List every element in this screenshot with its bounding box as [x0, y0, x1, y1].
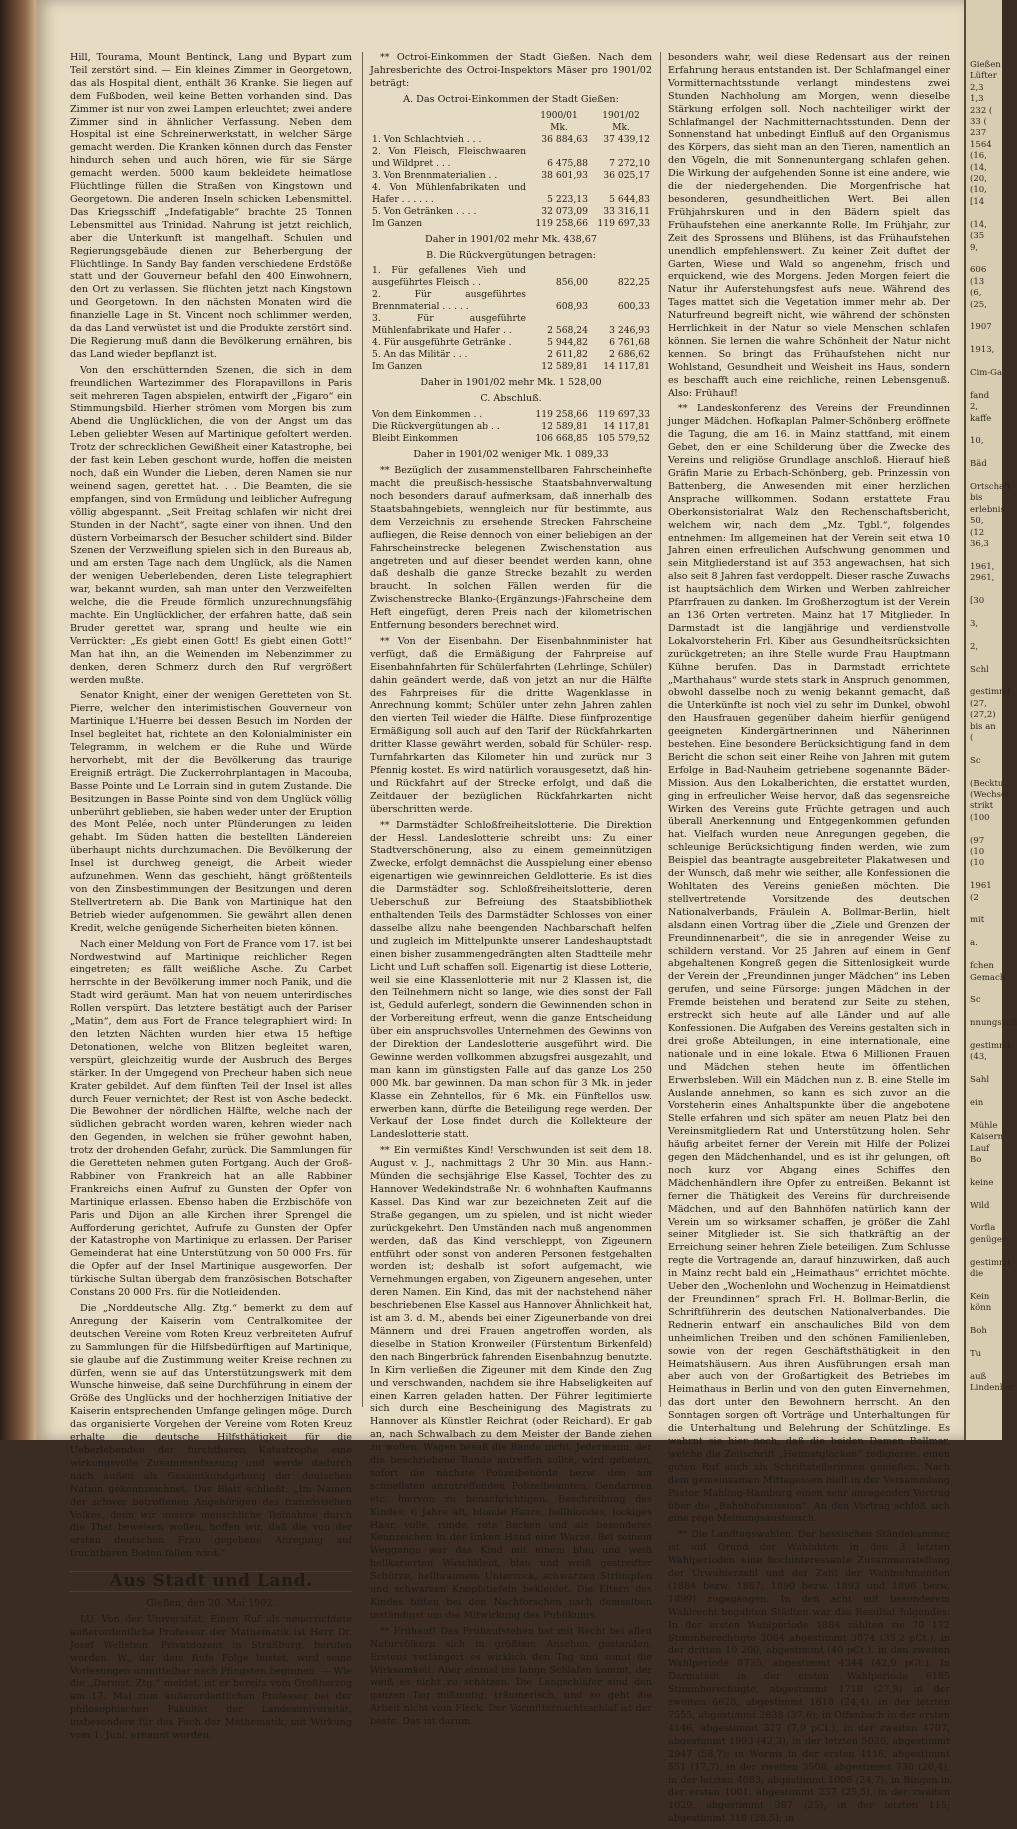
table-cell: 14 117,81 — [603, 421, 650, 433]
article-paragraph: Hill, Tourama, Mount Bentinck, Lang und Bypart zum Teil zerstört sind. — Ein kleines Zimmer in Georgetown, das als Hospital dient, enthält 36 Kranke. Sie liegen auf dem Fußboden, weil keine Betten vorhanden sind. Das Zimmer ist nur von zwei Lampen erleuchtet; zwei andere Zimmer sind in ähnlicher Verfassung. Neben dem Hospital ist eine Schreinerwerkstatt, in welcher Särge gemacht werden. Die Kranken können durch das Fenster hindurch sehen und auch hören, wie für sie Särge gemacht werden. 5000 kaum bekleidete heimatlose Flüchtlinge füllen die Straßen von Kingstown und Georgetown. Die anderen Inseln schicken Lebensmittel. Das Kriegsschiff „Indefatigable“ brachte 25 Tonnen Lebensmittel aus Trinidad. Nahrung ist jetzt reichlich, aber die Unterkunft ist mangelhaft. Schulen und Regierungsgebäude dienen zur Beherbergung der Flüchtlinge. In Sandy Bay fanden verschiedene Erdstöße statt und der Gouverneur befahl den 400 Einwohnern, den Ort zu verlassen. Sie flüchten jetzt nach Kingstown und Georgetown. In den nächsten Monaten wird die finanzielle Lage in St. Vincent noch schlimmer werden, da das Land verwüstet ist und die Produkte zerstört sind. Die Regierung muß dann die Bevölkerung ernähren, bis das Land wieder bepflanzt ist. — [70, 52, 352, 360]
table-cell: 12 589,81 — [541, 421, 588, 433]
table-header-cell: 1900/01 — [540, 110, 578, 121]
table-cell: 37 439,12 — [603, 133, 650, 145]
article-paragraph: ** Darmstädter Schloßfreiheitslotterie. Die Direktion der Hessl. Landeslotterie schreibt uns: Zu einer Stadtverschönerung, also zu einem gemeinnützigen Zwecke, erfolgt demnächst die Ausspielung einer ebenso eigenartigen wie gewinnreichen Geldlotterie. Es ist dies die Darmstädter sog. Schloßfreiheitslotterie, deren Ueberschuß zur Befreiung des Staatsbibliothek enthaltenden Teils des Darmstädter Schlosses von einer dasselbe allzu nahe beengenden Nachbarschaft helfen und zugleich im Mittelpunkte unserer Landeshauptstadt einen bisher zusammengedrängten alten Stadtteile mehr Licht und Luft schaffen soll. Eigenartig ist diese Lotterie, weil sie eine Klassenlotterie mit nur 2 Klassen ist, die den Teilnehmern nicht so lange, wie dies sonst der Fall ist, Geduld auferlegt, sondern die Gewinnenden schon in der Vorbereitung erfreut, wenn die ganze Entscheidung über ein anspruchsvolles Unternehmen des Gewinns von der Direktion der Landeslotterie ausgeführt wird. Die Gewinne werden vollkommen abzugsfrei ausgezahlt, und man kann im günstigsten Falle auf das ganze Los 250 000 Mk. bar gewinnen. Da man schon für 3 Mk. in jeder Klasse ein Zehntellos, für 6 Mk. ein Fünftellos usw. erwerben kann, dürfte die Beteiligung rege werden. Der Verkauf der Lose findet durch die Kollekteure der Landeslotterie statt. — [370, 819, 652, 1141]
octroi-subheading: A. Das Octroi-Einkommen der Stadt Gießen: — [403, 93, 619, 105]
table-row — [370, 289, 652, 313]
octroi-refund-table — [370, 265, 652, 373]
dateline: Gießen, den 20. Mai 1902. — [146, 1598, 276, 1610]
article-paragraph: LU. Von der Universität. Einen Ruf als neuerrichtete außerordentliche Professur der Mathematik ist Herr Dr. Josef Wellstein, Privatdozent in Straßburg, berufen worden. W., der dem Rufe Folge leistet, wird seine Vorlesungen unmittelbar nach Pfingsten beginnen. — Wie die „Darmst. Ztg.“ meldet, ist er bereits vom Großherzog am 17. Mai zum außerordentlichen Professor bei der philosophischen Fakultät der Landesuniversität, insbesondere für das Fach der Mathematik, mit Wirkung vom 1. Juni, ernannt worden. — [70, 1613, 352, 1742]
table-row — [370, 218, 652, 230]
table-cell: 36 884,63 — [541, 133, 588, 145]
table-cell: 822,25 — [617, 277, 650, 289]
table-cell: 36 025,17 — [603, 169, 650, 181]
table-cell: 119 258,66 — [535, 409, 588, 421]
article-paragraph: ** Die Landtagswahlen. Der hessischen Ständekammer ist auf Grund der Wahlakten in den 3 letzten Wahlperioden eine hochinteressante Zusammenstellung der Urwahlerzahl und der Zahl der Wahlnehmenden (1884 bezw. 1887, 1890 bezw. 1893 und 1896 bezw. 1899) zugegangen. In den acht mit besonderem Wahlrecht begabten Städten war das Resultat folgendes: In der ersten Wahlperiode 1884 zählten sie 70 172 Stimmberechtigte 3084 abgestimmt 3074 (35,2 pCt.), in der dritten 10 200, abgestimmt (40 pCt.), in den zweiten Wahlperiode 8735, abgestimmt 4344 (42,9 pCt.). In Darmstadt in der ersten Wahlperiode 6185 Stimmberechtigte, abgestimmt 1718 (27,8) in der zweiten 6628, abgestimmt 1618 (24,4), in der letzten 7555, abgestimmt 2838 (37,6); in Offenbach in der ersten 4146, abgestimmt 327 (7,9 pCt.), in der zweiten 4707, abgestimmt 1993 (42,3), in der letzten 5020, abgestimmt 2947 (58,7); in Worms in der ersten 4116, abgestimmt 551 (17,7), in der zweiten 3508, abgestimmt 730 (20,4), in der letzten 4083, abgestimmt 1008 (24,7); in Bingen in der ersten 1001, abgestimmt 237 (25,5), in der zweiten 1029, abgestimmt 387 (25), in der letzten 115, abgestimmt 318 (28,5); in — [668, 1529, 950, 1825]
table-row-label: Bleibt Einkommen — [372, 433, 458, 445]
table-cell: 856,00 — [555, 277, 588, 289]
table-row-label: 1. Von Schlachtvieh . . . — [372, 133, 482, 145]
article-paragraph: ** Landeskonferenz des Vereins der Freundinnen junger Mädchen. Hofkaplan Palmer-Schönberg eröffnete die Tagung, die am 16. in Mainz stattfand, mit einem Gebet, den er eine Schilderung über die Zwecke des Vereins und religiöse Grundlage anschloß. Hierauf hieß Gräfin Marie zu Erbach-Schönberg, geb. Prinzessin von Battenberg, die Anwesenden mit einer herzlichen Ansprache willkommen. Sodann erstattete Frau Oberkonsistorialrat Walz den Rechenschaftsbericht, welchem wir, nach dem „Mz. Tgbl.“, folgendes entnehmen: Im allgemeinen hat der Verein seit etwa 10 Jahren einen erfreulichen Aufschwung genommen und sein Mitgliederstand ist auf 353 angewachsen, hat sich also seit 8 Jahren fast verdoppelt. Dieser rasche Zuwachs ist hauptsächlich dem Wirken und Werben zahlreicher Pfarrfrauen zu danken. Im Großherzogtum ist der Verein an 136 Orten vertreten. Mainz hat 17 Mitglieder. In Darmstadt ist die langjährige und verdienstvolle Lokalvorsteherin Frl. Kiber aus Gesundheitsrücksichten zurückgetreten; an ihre Stelle wurde Frau Hauptmann Kühne berufen. Das in Darmstadt errichtete „Marthahaus“ wurde stets stark in Anspruch genommen, obwohl dasselbe noch zu wenig bekannt gemacht, daß die Unterkünfte ist noch viel zu sehr im Dunkel, obwohl den Hausfrauen gegenüber daheim hierfür genügend geeigneten Kindergärtnerinnen und Näherinnen bestehen. Eine besondere Berücksichtigung fand in dem Bericht die schon seit einer Reihe von Jahren mit gutem Erfolge in Bad-Nauheim getriebene sogenannte Bäder-Mission. Aus den Lokalberichten, die erstattet wurden, ging in erfreulicher Weise hervor, daß das segensreiche Wirken des Vereins gute Früchte getragen und auch überall Anerkennung und Entgegenkommen gefunden hat. Vielfach wurden neue Anregungen gegeben, die schleunige Berücksichtigung finden werden, wie zum Beispiel das beantragte ausgebreiteter Plakatwesen und der Wunsch, daß mehr wie seither, alle Konfessionen die Wohltaten des Vereins genießen möchten. Die stellvertretende Vorsitzende des deutschen Nationalverbands, Fräulein A. Bollmar-Berlin, hielt alsdann einen Vortrag über die „Ziele und Grenzen der Freundinnenarbeit“, die sie in anregender Weise zu schildern verstand. Vor 25 Jahren auf einem in Genf abgehaltenen Kongreß gegen die Sittenlosigkeit wurde der Verein der „Freundinnen junger Mädchen“ ins Leben gerufen, und seine Fürsorge: jungen Mädchen in der Fremde beistehen und beratend zur Seite zu stehen, erstreckt sich heute auf alle Länder und auf alle Konfessionen. Die Aufgaben des Vereins gestalten sich in drei große Abteilungen, in eine internationale, eine nationale und in eine lokale. Etwa 6 Millionen Frauen und Mädchen stehen heute im öffentlichen Erwerbsleben. Will ein Mädchen nun z. B. eine Stelle im Auslande annehmen, so kann es sich zuvor an die Vorsteherin eines Anhaltspunkte über die angebotene Stelle erfahren und sich später am neuen Platz bei den Vereinsmitgliedern Rat und Unterstützung holen. Sehr häufig arbeitet ferner der Verein mit Hilfe der Polizei gegen den Mädchenhandel, und es ist ihr gelungen, oft noch kurz vor Abgang eines Schiffes den Mädchenhändlern ihre Opfer zu entreißen. Bekannt ist ferner die Thätigkeit des Vereins für durchreisende Mädchen, und auf den Bahnhöfen natürlich kann der Verein um so wirksamer schaffen, je größer die Zahl seiner Mitglieder ist. Sie sich thatkräftig an der Erreichung seiner hehren Ziele beteiligen. Zum Schlusse regte die Vortragende an, darauf hinzuwirken, daß auch in Mainz recht bald ein „Heimathaus“ errichtet möchte. Ueber den „Wochenlohn und Wochenzug in Heimatdienst der Freundinnen“ sprach Frl. H. Bollmar-Berlin, die Schriftführerin des deutschen Nationalverbandes. Die Rednerin entwarf ein anschauliches Bild von dem unheimlichen Treiben und den schönen Familienleben, sowie von der regen Geschäftsthätigkeit in den Heimatshäusern. Aus ihren Ausführungen ersah man aber auch von der Großartigkeit des Betriebes im Heimathaus in Berlin und von den guten Einvernehmen, das dort unter den Bewohnern herrscht. An den Sonntagen sorgen oft Vorträge und Unterhaltungen für die Unterhaltung und Belehrung der Schützlinge. Es wahrnt sie hier noch, daß die beiden Damen Bollmar, welche die Zeitschrift „Heimatglocken“ redigieren, einen guten Ruf auch als Schriftstellerinnen genießen. Nach dem gemeinsamen Mittagessen hielt in der Versammlung Pastor Mahling-Hamburg einen sehr anregenden Vortrag über die „Bahnhofsmission“. An den Vortrag schloß sich eine rege Meinungsaustausch. — [668, 403, 950, 1525]
octroi-difference: Daher in 1901/02 mehr Mk. 1 528,00 — [420, 377, 602, 389]
table-row-label: Im Ganzen — [372, 217, 423, 229]
table-row-label: Von dem Einkommen . . — [372, 409, 483, 421]
table-row-label: 3. Von Brennmaterialien . . — [372, 169, 498, 181]
column-1 — [70, 52, 352, 1746]
table-row — [370, 146, 652, 170]
article-paragraph: besonders wahr, weil diese Redensart aus der reinen Erfahrung heraus entstanden ist. Der Schlafmangel einer Vormitternachtsstunde verlangt mindestens zwei Stunden Nachholung am Morgen, wenn dieselbe Stärkung erfolgen soll. Noch nachteiliger wirkt der Schlafmangel der Nachmitternachtsstunden. Denn der Sonnenstand hat unbedingt Einfluß auf den Organismus des Körpers, das sieht man an den Tieren, namentlich an den Vögeln, die mit Sonnenuntergang schlafen gehen. Die Wirkung der aufgehenden Sonne ist eine andere, wie die der niedergehenden. Die Morgenfrische hat besonderen, gesundheitlichen Wert. Bei allen Frühjahrskuren und in den Bädern spielt das Frühaufstehen eine anerkannte Rolle. Im Frühjahr, zur Zeit des Sprossens und Blühens, ist das Frühaufstehen unendlich empfehlenswert. Zu keiner Zeit duftet der Garten, Wiese und Wald so angenehm, frisch und erquickend, wie des Morgens. Jeden Morgen feiert die Natur ihr Auferstehungsfest aufs neue. Während des Tages mattet sich die Vegetation immer mehr ab. Der Naturfreund begreift nicht, wie während der schönsten Herrlichkeit in der Natur so viele Menschen schlafen können. Sie lernen die wahre Schönheit der Natur nicht kennen. So bringt das Frühaufstehen nicht nur Wohlstand, Gesundheit und Weisheit ins Haus, sondern es beschafft auch eine reichliche, reinen Lebensgenuß. Also: Frühauf! — [668, 52, 950, 399]
table-row-label: Im Ganzen — [372, 361, 423, 373]
table-row — [370, 349, 652, 361]
table-row — [370, 182, 652, 206]
table-row-label: 5. An das Militär . . . — [372, 349, 468, 361]
facing-page-edge — [964, 0, 1017, 1440]
table-row-label: 4. Für ausgeführte Getränke . — [372, 337, 512, 349]
table-cell: 7 272,10 — [609, 157, 650, 169]
table-row — [370, 313, 652, 337]
article-paragraph: ** Frühauf! Das Frühaufstehen hat mit Recht bei allen Naturvölkern sich in größtem Ansehen gestanden. Erstens verlängert es wirklich den Tag und somit die Wirksamkeit. Aber einmal ins lange Schlafen kommt, der weiß es nicht zu schätzen. Die Langschläfer sind den ganzen Tag mißmutig, träumerisch, und so geht die Arbeit nicht vom Fleck. Der Vormitternachtsschlaf ist der beste. Das ist darum — [370, 1625, 652, 1728]
octroi-summary-table — [370, 409, 652, 445]
table-row-label: 3. Für ausgeführte Mühlenfabrikate und Hafer . . — [372, 313, 526, 337]
table-row — [370, 337, 652, 349]
table-row-label: 1. Für gefallenes Vieh und ausgeführtes Fleisch . . — [372, 265, 526, 289]
column-rule — [362, 52, 363, 1407]
table-cell: 600,33 — [617, 301, 650, 313]
table-row-label: Die Rückvergütungen ab . . — [372, 421, 500, 433]
table-cell: 3 246,93 — [609, 325, 650, 337]
table-header-cell: Mk. — [550, 122, 568, 133]
table-header-row — [370, 122, 652, 134]
table-cell: 14 117,81 — [603, 361, 650, 373]
table-cell: 5 944,82 — [547, 337, 588, 349]
octroi-difference: Daher in 1901/02 weniger Mk. 1 089,33 — [413, 449, 609, 461]
table-cell: 38 601,93 — [541, 169, 588, 181]
article-paragraph: ** Von der Eisenbahn. Der Eisenbahnminister hat verfügt, daß die Ermäßigung der Fahrpreise auf Eisenbahnfahrten für Schülerfahrten (Lehrlinge, Schüler) dahin geändert werde, daß von jetzt an nur die Hälfte des Fahrpreises für die dritte Wagenklasse in Anrechnung kommt; Schüler unter zehn Jahren zahlen den vierten Teil wieder die Hälfte. Diese fünfprozentige Ermäßigung soll auch auf den Tarif der Rückfahrkarten dritter Klasse gewährt werden, sobald für Schüler- resp. Turnfahrkarten das Kilometer hin und zurück nur 3 Pfennig kostet. Es wird natürlich vorausgesetzt, daß hin- und Rückfahrt auf der Strecke erfolgt, und daß die Zeitdauer der bezüglichen Rückfahrkarten nicht überschritten werde. — [370, 635, 652, 815]
table-cell: 6 761,68 — [609, 337, 650, 349]
table-cell: 5 223,13 — [547, 193, 588, 205]
column-rule — [660, 52, 661, 1407]
article-paragraph: Senator Knight, einer der wenigen Geretteten von St. Pierre, welcher den interimistischen Gouverneur von Martinique L'Huerre bei dessen Besuch im Norden der Insel begleitet hat, richtete an den Kolonialminister ein Telegramm, in welchem er die Ruhe und Würde hervorhebt, mit der die Bevölkerung das traurige Ereigniß erträgt. Die Zuckerrohrplantagen in Macouba, Basse Pointe und Le Lorrain sind in gutem Zustande. Die Besitzungen in Basse Pointe sind von dem Unglück völlig unberührt geblieben, sie haben weder unter der Eruption des Mont Pelée, noch unter Plünderungen zu leiden gehabt. Im Süden hatten die bestellten Ländereien überhaupt nichts durchzumachen. Die Bevölkerung der Insel ist durchweg geneigt, die Arbeit wieder aufzunehmen. Wenn das geschieht, hängt größtenteils von den Zinsbestimmungen der Besitzungen und deren Stellvertretern ab. Die Bank von Martinique hat den Betrieb wieder aufgenommen. Sie gewährt allen denen Kredit, welche genügende Sicherheiten bieten können. — [70, 690, 352, 934]
octroi-subheading: B. Die Rückvergütungen betragen: — [426, 249, 596, 261]
table-header-cell: Mk. — [612, 122, 630, 133]
table-cell: 5 644,83 — [609, 193, 650, 205]
octroi-income-table — [370, 110, 652, 230]
table-row-label: 4. Von Mühlenfabrikaten und Hafer . . . . . . — [372, 181, 526, 205]
article-paragraph: ** Ein vermißtes Kind! Verschwunden ist seit dem 18. August v. J., nachmittags 2 Uhr 30 Min. aus Hann.-Münden die sechsjährige Else Kassel, Tochter des zu Hannover Wedekindstraße Nr. 6 wohnhaften Kaufmanns Kassel. Das Kind war zur bezeichneten Zeit auf die Straße gegangen, um zu spielen, und ist nicht wieder zurückgekehrt. Den Umständen nach muß angenommen werden, daß das Kind verschleppt, von Zigeunern entführt oder sonst von anderen Personen festgehalten worden ist; deshalb ist sofort aufgemacht, wie Vernehmungen ergaben, von Zigeunern angesehen, unter deren Namen. Ein Kind, das mit der nachstehend näher beschriebenen Else Kassel aus Hannover Ähnlichkeit hat, ist am 3. d. M., abends bei einer Zigeunerbande von drei Männern und drei Frauen angetroffen worden, als dieselbe in Station Kronweiler (Fürstentum Birkenfeld) den nach Bingerbrück fahrenden Eisenbahnzug benutzte. In Kirn verließen die Zigeuner mit dem Kinde den Zug und verschwanden, nachdem sie ihre Habseligkeiten auf einen Karren geladen hatten. Der Führer legitimierte sich durch eine Bescheinigung des Magistrats zu Hannover als Künstler Reichrat (oder Reichard). Er gab an, nach Schwalbach zu dem Meister der Bande ziehen zu wollen. Wagen besaß die Bande nicht. Jedermann, der die beschriebene Bande antreffen sollte, wird gebeten, sofort die nächste Polizeibehörde bezw. den am schnellsten anzutreffenden Polizeibeamten, Gendarmen etc. hiervon zu benachrichtigen. Beschreibung des Kindes: 6 Jahre alt, blonde Haare, hellblondes, lockiges Haar, volle, runde, rote Backen und als besonderes Kennzeichen in der linken Hand eine Warze. Bei seinem Weggange war das Kind mit einem blau und weiß hellkarierten Waschkleid, blau und weiß gestreifter Schürze, hellbraunem Unterrock, schwarzen Strümpfen und schwarzen Knopfstiefeln bekleidet. Die Eltern des Kindes bitten bei den Nachforschen nach demselben inständigst um die Mitwirkung des Publikums. — [370, 1145, 652, 1621]
table-row — [370, 361, 652, 373]
table-cell: 119 258,66 — [535, 217, 588, 229]
table-cell: 105 579,52 — [597, 433, 650, 445]
table-row — [370, 206, 652, 218]
table-row — [370, 134, 652, 146]
article-paragraph: Die „Norddeutsche Allg. Ztg.“ bemerkt zu dem auf Anregung der Kaiserin vom Centralkomitee der deutschen Vereine vom Roten Kreuz verbreiteten Aufruf zu Sammlungen für die Hilfsbedürftigen auf Martinique, sie glaube auf die Zustimmung weiter Kreise rechnen zu dürfen, wenn sie auf das Unterstützungswerk mit dem Wunsche hinweise, daß seine Durchführung in einem der Größe des Unglücks und der hochherzigen Initiative der Kaiserin entsprechenden Umfange gelingen möge. Durch das organisierte Vorgehen der Vereine vom Roten Kreuz erhalte die deutsche Hilfsthätigkeit für die Ueberlebenden der furchtbaren Katastrophe eine wirkungsvolle Zusammenfassung und werde dadurch nach außen als Gesamtkundgebung der deutschen Nation gekennzeichnet. Das Blatt schließt: „Im Namen der schwer betroffenen Angehörigen des französischen Volkes, denn wir unsere menschliche Teilnahme durch die That beweisen wollen, hoffen wir, daß die von der ersten deutschen Frau gegebene Anregung auf fruchtbaren Boden fallen wird.“ — [70, 1303, 352, 1560]
table-cell: 106 668,85 — [535, 433, 588, 445]
octroi-subheading: C. Abschluß. — [480, 393, 542, 405]
table-cell: 2 686,62 — [609, 349, 650, 361]
table-cell: 2 611,82 — [547, 349, 588, 361]
article-paragraph: Nach einer Meldung von Fort de France vom 17. ist bei Nordwestwind auf Martinique reichlicher Regen eingetreten; es fällt weißliche Asche. Zu Carbet herrschte in der Bevölkerung immer noch Panik, und die Stadt wird geräumt. Man hat von neuem unterirdisches Rollen verspürt. Das letztere bestätigt auch der Pariser „Matin“, dem aus Fort de France telegraphiert wird: In den letzten Nächten wurden hier etwa 15 heftige Detonationen, welche von Blitzen begleitet waren, verspürt, gleichzeitig wurde der Ausbruch des Berges stärker. In der Umgegend von Precheur haben sich neue Krater gebildet. Auf dem fünften Teil der Insel ist alles durch Feuer vernichtet; der Rest ist von Asche bedeckt. Die Bewohner der nördlichen Hälfte, welche nach der südlichen gebracht worden waren, kehren wieder nach den Gegenden, in welchen sie früher gewohnt haben, trotz der drohenden Gefahr, zurück. Die Sammlungen für die Geretteten nehmen guten Fortgang. Auch der Groß-Rabbiner von Frankreich hat an alle Rabbiner Frankreichs einen Aufruf zu Gunsten der Opfer von Martinique erlassen. Ebenso haben die Erzbischöfe von Paris und Dijon an alle Kirchen ihrer Sprengel die Aufforderung gerichtet, Aufrufe zu Gunsten der Opfer der Katastrophe von Martinique zu erlassen. Der Pariser Gemeinderat hat eine Unterstützung von 50 000 Frs. für die Opfer auf der Insel Martinique ausgeworfen. Der türkische Sultan übergab dem französischen Botschafter Constans 20 000 Frs. für die Notleidenden. — [70, 938, 352, 1299]
facing-page-fragment: Gießen Lüfter 2,3 1,3 232 ( 33 ( 237 1564 (16, (14, (20, (10, [14 (14, (35 9, 606 (13 (6, (25, 1907 1913, Cim-Ga fand 2, kaffe 10, Bäd Ortschaft bis erlebnis 50, (12 36,3 1961, 2961, [30 3, 2, Schl gestimmt (27, (27,2) bis an ( Sc (Becktu (Wechsel strikt (100 (97 (10 (10 1961 (2 mit a. fchen Gemach Sc nnungsvoll gestimmt (43, Sahl ein Mühle Kaisern Lauf Bo keine Wild Vorfla genügen gestimmt die Kein könn Boh Tu auß Lindenber — [970, 60, 1017, 1394]
octroi-difference: Daher in 1901/02 mehr Mk. 438,67 — [425, 233, 597, 245]
table-header-cell: 1901/02 — [602, 110, 640, 121]
section-heading: Aus Stadt und Land. — [70, 1571, 352, 1592]
octroi-intro: ** Octroi-Einkommen der Stadt Gießen. Nach dem Jahresberichte des Octroi-Inspektors Mäser pro 1901/02 beträgt: — [370, 52, 652, 89]
table-cell: 608,93 — [555, 301, 588, 313]
table-row — [370, 265, 652, 289]
table-header-row — [370, 110, 652, 122]
table-row — [370, 421, 652, 433]
column-2 — [370, 52, 652, 1732]
table-cell: 12 589,81 — [541, 361, 588, 373]
table-row-label: 2. Für ausgeführtes Brennmaterial . . . . . — [372, 289, 526, 313]
article-paragraph: ** Bezüglich der zusammenstellbaren Fahrscheinhefte macht die preußisch-hessische Staatsbahnverwaltung noch besonders darauf aufmerksam, daß innerhalb des Staatsbahngebiets, wenngleich nur für bestimmte, aus dem Verzeichnis zu ersehende Strecken Fahrscheine aufliegen, die Reise dennoch von einer beliebigen an der Fahrscheinstrecke belegenen Zwischenstation aus angetreten und auf dieser beendet werden kann, ohne daß deshalb die ganze Strecke bezahlt zu werden braucht. In solchen Fällen werden für die Zwischenstrecke Blanko-(Ergänzungs-)Fahrscheine dem Heft eingefügt, deren Preis nach der kilometrischen Entfernung besonders berechnet wird. — [370, 465, 652, 632]
newspaper-page — [36, 0, 964, 1825]
table-row — [370, 433, 652, 445]
table-cell: 119 697,33 — [597, 409, 650, 421]
table-row-label: 2. Von Fleisch, Fleischwaaren und Wildpret . . . — [372, 145, 526, 169]
table-cell: 6 475,88 — [547, 157, 588, 169]
table-row-label: 5. Von Getränken . . . . — [372, 205, 477, 217]
table-row — [370, 409, 652, 421]
table-row — [370, 170, 652, 182]
table-cell: 32 073,09 — [541, 205, 588, 217]
column-3 — [668, 52, 950, 1829]
article-paragraph: Von den erschütternden Szenen, die sich in dem freundlichen Wartezimmer des Florapavillons in Paris seit mehreren Tagen abspielen, entwirft der „Figaro“ ein Stimmungsbild. Hierher strömen vom Morgen bis zum Abend die Unglücklichen, die von der Angst um das Leben geliebter Wesen auf Martinique gefoltert werden. Trotz der schrecklichen Gewißheit einer Katastrophe, bei der fast kein Leben geschont wurde, hoffen die meisten noch, daß ein Wunder die Lieben, deren Namen sie nur weinend sagen, gerettet hat. . . Die Beamten, die sie empfangen, sind von Ermüdung und leiblicher Aufregung völlig abgespannt. „Seit Freitag schlafen wir nicht drei Stunden in der Nacht“, sagte einer von ihnen. Und den düstern Vorbeimarsch der Besucher schildert sind. Bilder Szenen der Verzweiflung spielen sich in den Bureaus ab, und am ersten Tage nach dem Unglück, als die Namen der wenigen Ueberlebenden, deren Liste telegraphiert war, bekannt wurden, sah man unter den Verzweifelten welche, die die Freude förmlich unzurechnungsfähig machte. Ein Unglücklicher, der erfahren hatte, daß sein Bruder gerettet war, sprang und heulte wie ein Verrückter: „Es giebt einen Gott! Es giebt einen Gott!“ Man hat ihn, an die Weinenden im Nebenzimmer zu denken, deren Schmerz durch den Ruf vergrößert werden mußte. — [70, 364, 352, 686]
book-spine — [0, 0, 36, 1440]
table-cell: 2 568,24 — [547, 325, 588, 337]
table-cell: 119 697,33 — [597, 217, 650, 229]
table-cell: 33 316,11 — [603, 205, 650, 217]
